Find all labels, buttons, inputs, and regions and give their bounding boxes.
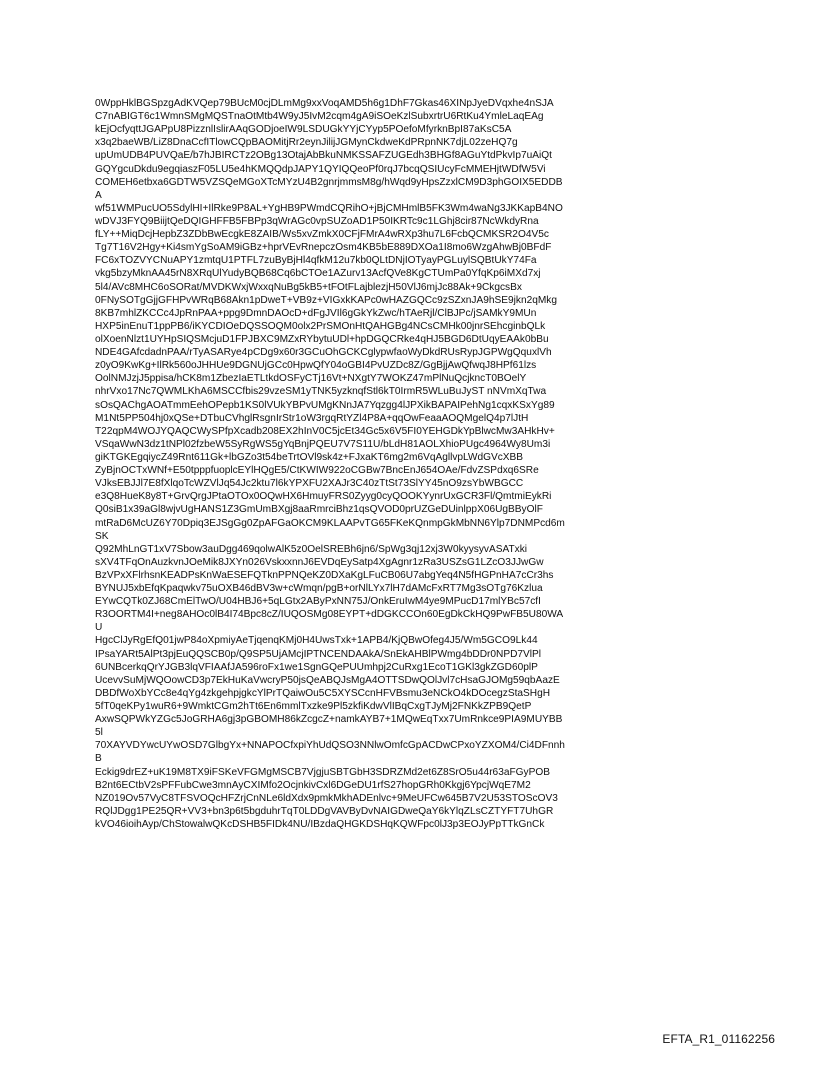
text-line: HgcClJyRgEfQ01jwP84oXpmiyAeTjqenqKMj0H4UwsTxk+1APB4/KjQBwOfeg4J5/Wm5GCO9Lk44 xyxy=(95,635,538,647)
text-line: DBDfWoXbYCc8e4qYg4zkgehpjgkcYlPrTQaiwOu5C5XYSCcnHFVBsmu3eNCkO4kDOcegzStaSHgH xyxy=(95,687,551,699)
text-line: wf51WMPucUO5SdylHI+IlRke9P8AL+YgHB9PWmdCQRihO+jBjCMHmlB5FK3Wm4waNg3JKKapB4NO xyxy=(95,202,563,214)
text-line: SK xyxy=(95,530,109,542)
text-line: Tg7T16V2Hgy+Ki4smYgSoAM9iGBz+hprVEvRnepczOsm4KB5bE889DXOa1I8mo6WzgAhwBj0BFdF xyxy=(95,242,552,254)
text-line: U xyxy=(95,622,103,634)
text-line: B xyxy=(95,753,102,765)
text-line: A xyxy=(95,189,102,201)
text-line: FC6xTOZVYCNuAPY1zmtqU1PTFL7zuByBjHl4qfkM12u7kb0QLtDNjIOTyayPGLuylSQBtUkY74Fa xyxy=(95,255,537,267)
text-line: fLY++MiqDcjHepbZ3ZDbBwEcgkE8ZAIB/Ws5xvZmkX0CFjFMrA4wRXp3hu7L6FcbQCMKSR2O4V5c xyxy=(95,229,549,241)
text-line: Q0siB1x39aGl8wjvUgHANS1Z3GmUmBXgj8aaRmrciBhz1qsQVOD0prUZGeDUinlppX06UgBByOlF xyxy=(95,504,543,516)
text-line: ZyBjnOCTxWNf+E50tpppfuoplcEYlHQgE5/CtKWIW922oCGBw7BncEnJ654OAe/FdvZSPdxq6SRe xyxy=(95,465,539,477)
text-line: EYwCQTk0ZJ68CmElTwO/U04HBJ6+5qLGtx2AByPxNN75J/OnkEruIwM4ye9MPucD17mlYBc57cfI xyxy=(95,596,541,608)
text-line: z0yO9KwKg+IlRk560oJHHUe9DGNUjGCc0HpwQfY04oGBI4PvUZDc8Z/GgBjjAwQfwqJ8HPf61lzs xyxy=(95,360,537,372)
text-line: RQlJDgg1PE25QR+VV3+bn3p6t5bgduhrTqT0LDDgVAVByDvNAIGDweQaY6kYlqZLsCZTYFT7UhGR xyxy=(95,805,554,817)
document-id-footer: EFTA_R1_01162256 xyxy=(662,1032,775,1046)
text-line: sXV4TFqOnAuzkvnJOeMik8JXYn026VskxxnnJ6EVDqEySatp4XgAgnr1zRa3USZsG1LZcO3JJwGw xyxy=(95,556,544,568)
text-line: 5l xyxy=(95,727,103,739)
text-line: kEjOcfyqttJGAPpU8PizznlIslirAAqGODjoeIW9LSDUGkYYjCYyp5POefoMfyrknBpI87aKsC5A xyxy=(95,124,512,136)
text-line: AxwSQPWkYZGc5JoGRHA6gj3pGBOMH86kZcgcZ+namkAYB7+1MQwEqTxx7UmRnkce9PIA9MUYBB xyxy=(95,714,563,726)
text-line: BYNUJ5xbEfqKpaqwkv75uOXB46dBV3w+cWmqn/pgB+orNlLYx7lH7dAMcFxRT7Mg3sOTg76Kzlua xyxy=(95,583,543,595)
text-line: NZ019Ov57VyC8TFSVOQcHFZrjCnNLe6ldXdx9pmkMkhADEnlvc+9MeUFCw645B7V2U53STOScOV3 xyxy=(95,792,558,804)
document-body xyxy=(95,97,735,831)
text-line: x3q2baeWB/LiZ8DnaCcfITlowCQpBAOMitjRr2eynJilijJGMynCkdweKdPRpnNK7djL02zeHQ7g xyxy=(95,137,518,149)
text-line: mtRaD6McUZ6Y70Dpiq3EJSgGg0ZpAFGaOKCM9KLAAPvTG65FKeKQnmpGkMbNN6Ylp7DNMPcd6m xyxy=(95,517,565,529)
text-line: M1Nt5PP504hj0xQSe+DTbuCVhglRsgnIrStr1oW3rgqRtYZl4P8A+qqOwFeaaAOQMgelQ4p7lJtH xyxy=(95,412,529,424)
text-line: B2nt6ECtbV2sPFFubCwe3mnAyCXIMfo2OcjnkivCxl6DGeDU1rfS27hopGRh0Kkgj6YpcjWqE7M2 xyxy=(95,779,531,791)
text-line: VJksEBJJl7E8fXlqoTcWZVlJq54Jc2ktu7l6kYPXFU2XAJr3C40zTtSt73SlYY45nO9zsYbWBGCC xyxy=(95,478,524,490)
text-line: e3Q8HueK8y8T+GrvQrgJPtaOTOx0OQwHX6HmuyFRS0Zyyg0cyQOOKYynrUxGCR3Fl/QmtmiEykRi xyxy=(95,491,552,503)
text-line: NDE4GAfcdadnPAA/rTyASARye4pCDg9x60r3GCuOhGCKCglypwfaoWyDkdRUsRypJGPWgQquxlVh xyxy=(95,347,552,359)
text-line: 70XAYVDYwcUYwOSD7GlbgYx+NNAPOCfxpiYhUdQSO3NNlwOmfcGpACDwCPxoYZXOM4/Ci4DFnnh xyxy=(95,740,565,752)
text-line: 5fT0qeKPy1wuR6+9WmktCGm2hTt6En6mmlTxzke9Pl5zkfiKdwVlIBqCxgTJyMj2FNKkZPB9QetP xyxy=(95,701,532,713)
text-line: sOsQAChgAOATmmEehOPepb1KS0lVUkYBPvUMgKNnJA7Yqzgg4lJPXikBAPAIPehNg1cqxKSxYg89 xyxy=(95,399,555,411)
text-line: giKTGKEgqiycZ49Rnt611Gk+lbGZo3t54beTrtOVl9sk4z+FJxaKT6mg2m6VqAgllvpLWdGVcXBB xyxy=(95,451,524,463)
text-line: 0FNySOTgGjjGFHPvWRqB68Akn1pDweT+VB9z+VIGxkKAPc0wHAZGQCc9zSZxnJA9hSE9jkn2qMkg xyxy=(95,294,557,306)
text-line: vkg5bzyMknAA45rN8XRqUlYudyBQB68Cq6bCTOe1AZurv13AcfQVe8KgCTUmPa0YfqKp6iMXd7xj xyxy=(95,268,541,280)
text-line: 6UNBcerkqQrYJGB3lqVFIAAfJA596roFx1we1SgnGQePUUmhpj2CuRxg1EcoT1GKl3gkZGD60plP xyxy=(95,661,538,673)
text-line: wDVJ3FYQ9BiijtQeDQIGHFFB5FBPp3qWrAGc0vpSUZoAD1P50IKRTc9c1LGhj8cir87NcWkdyRna xyxy=(95,215,539,227)
text-line: OolNMJzjJ5ppisa/hCK8m1ZbezIaETLtkdOSFyCTj16Vt+NXgtY7WOKZ47mPlNuQcjkncT0BOelY xyxy=(95,373,527,385)
text-line: HXP5inEnuT1ppPB6/iKYCDIOeDQSSOQM0olx2PrSMOnHtQAHGBg4NCsCMHk00jnrSEhcginbQLk xyxy=(95,320,546,332)
text-line: VSqaWwN3dz1tNPl02fzbeW5SyRgWS5gYqBnjPQEU7V7S11U/bLdH81AOLXhioPUgc4964Wy8Um3i xyxy=(95,438,551,450)
text-line: IPsaYARt5AlPt3pjEuQQSCB0p/Q9SP5UjAMcjIPTNCENDAAkA/SnEkAHBlPWmg4bDDr0NPD7VlPl xyxy=(95,648,542,660)
text-line: Eckig9drEZ+uK19M8TX9iFSKeVFGMgMSCB7VjgjuSBTGbH3SDRZMd2et6Z8SrO5u44r63aFGyPOB xyxy=(95,766,550,778)
text-line: olXoenNlzt1UYHpSIQSMcjuD1FPJBXC9MZxRYbytuUDl+hpDGQCRke4qHJ5BGD6DtUqyEAAk0bBu xyxy=(95,333,549,345)
text-line: 5l4/AVc8MHC6oSORat/MVDKWxjWxxqNuBg5kB5+tFOtFLajblezjH50VlJ6mjJc88Ak+9CkgcsBx xyxy=(95,281,522,293)
text-line: GQYgcuDkdu9egqiaszF05LU5e4hKMQQdpJAPY1QYIQQeoPf0rqJ7bcqQSIUcyFcMMEHjtWDfW5Vi xyxy=(95,163,546,175)
text-line: 8KB7mhlZKCCc4JpRnPAA+ppg9DmnDAOcD+dFgJVIl6gGkYkZwc/hTAeRjl/ClBJPc/jSAMkY9MUn xyxy=(95,307,537,319)
text-line: 0WppHklBGSpzgAdKVQep79BUcM0cjDLmMg9xxVoqAMD5h6g1DhF7Gkas46XINpJyeDVqxhe4nSJA xyxy=(95,98,554,109)
text-line: C7nABIGT6c1WmnSMgMQSTnaOtMtb4W9yJ5IvM2cqm4gA9iSOeKzlSubxrtrU6RtKu4YmleLaqEAg xyxy=(95,111,544,123)
text-line: UcevvSuMjWQOowCD3p7EkHuKaVwcryP50jsQeABQJsMgA4OTTSDwQOlJvl7cHsaGJOMg59qbAazE xyxy=(95,674,560,686)
text-line: T22qpM4WOJYQAQCWySPfpXcadb208EX2hInV0C5jcEt34Gc5x6V5FI0YEHGDkYpBlwcMw3AHkHv+ xyxy=(95,425,555,437)
text-line: R3OORTM4I+neg8AHOc0lB4I74Bpc8cZ/IUQOSMg08EYPT+dDGKCCOn60EgDkCkHQ9PwFB5U80WA xyxy=(95,609,564,621)
text-line: nhrVxo17Nc7QWMLKhA6MSCCfbis29vzeSM1yTNK5yzknqfStl6kT0IrmR5WLuBuJyST nNVmXqTwa xyxy=(95,386,547,398)
text-line: Q92MhLnGT1xV7Sbow3auDgg469qolwAlK5z0OelSREBh6jn6/SpWg3qj12xj3W0kyysyvASATxki xyxy=(95,543,528,555)
text-line: BzVPxXFlrhsnKEADPsKnWaESEFQTknPPNQeKZ0DXaKgLFuCB06U7abgYeq4N5fHGPnHA7cCr3hs xyxy=(95,569,554,581)
text-line: COMEH6etbxa6GDTW5VZSQeMGoXTcMYzU4B2gnrjmmsM8g/hWqd9yHpsZzxlCM9D3phGOIX5EDDB xyxy=(95,176,563,188)
text-line: upUmUDB4PUVQaE/b7hJBIRCTz2OBg13OtajAbBkuNMKSSAFZUGEdh3BHGf8AGuYtdPkvIp7uAiQt xyxy=(95,150,552,162)
text-line: kVO46ioihAyp/ChStowalwQKcDSHB5FIDk4NU/IBzdaQHGKDSHqKQWFpc0lJ3p3EOJyPpTTkGnCk xyxy=(95,819,545,831)
